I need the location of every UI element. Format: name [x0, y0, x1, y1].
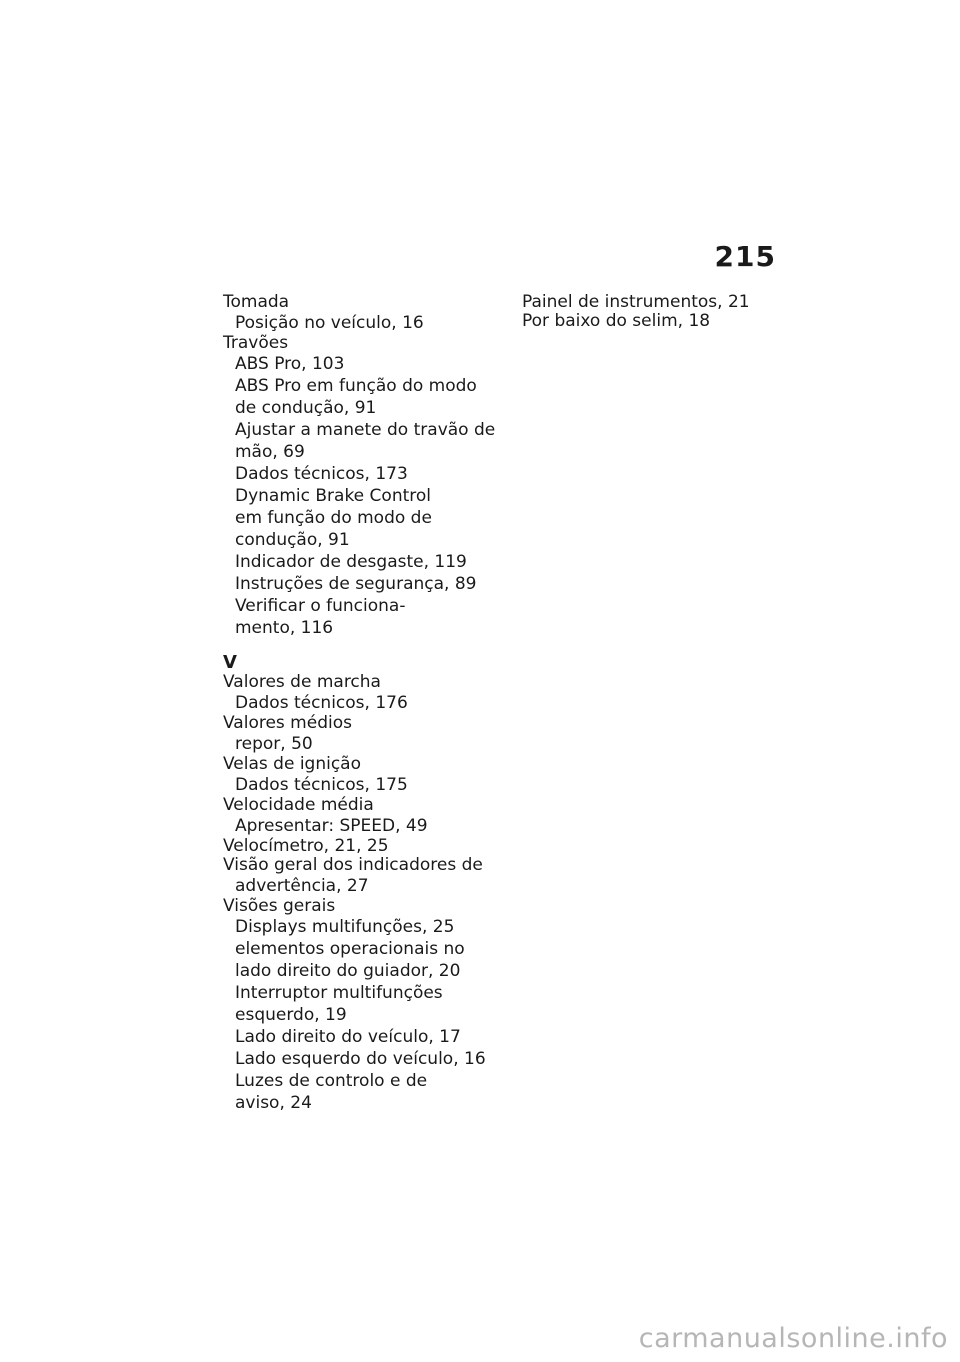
index-entry — [223, 837, 503, 856]
index-subentry — [223, 982, 503, 1026]
index-entry — [223, 334, 503, 639]
index-subentry-line: condução, 91 — [235, 530, 350, 550]
index-subentry — [223, 875, 503, 897]
index-entry — [522, 312, 782, 331]
index-entry — [223, 714, 503, 755]
index-entry — [223, 856, 503, 897]
index-subentry-line: esquerdo, 19 — [235, 1005, 347, 1025]
index-subentry — [223, 595, 503, 639]
index-subentry-line: Dados técnicos, 176 — [235, 693, 408, 713]
watermark: carmanualsonline.info — [638, 1323, 948, 1354]
index-subentry — [223, 463, 503, 485]
index-entry-heading: Valores médios — [223, 713, 352, 733]
index-subentry — [223, 551, 503, 573]
index-subentry-line: Luzes de controlo e de — [235, 1071, 428, 1091]
index-subentry-line: Apresentar: SPEED, 49 — [235, 816, 428, 836]
index-subentry-line: lado direito do guiador, 20 — [235, 961, 461, 981]
index-entry-heading: Visão geral dos indicadores de — [223, 855, 483, 875]
index-subentry-line: Dynamic Brake Control — [235, 486, 431, 506]
index-subentry-line: advertência, 27 — [235, 876, 369, 896]
index-entry — [223, 897, 503, 1114]
index-entry-heading: Painel de instrumentos, 21 — [522, 292, 750, 312]
index-entry-heading: Velocidade média — [223, 795, 374, 815]
index-entry — [223, 755, 503, 796]
index-subentry — [223, 733, 503, 755]
index-subentry-line: repor, 50 — [235, 734, 313, 754]
index-subentry-line: mão, 69 — [235, 442, 305, 462]
index-entry-heading: Visões gerais — [223, 896, 336, 916]
index-subentry-line: Interruptor multifunções — [235, 983, 443, 1003]
index-subentry-line: Instruções de segurança, 89 — [235, 574, 477, 594]
index-subentry — [223, 815, 503, 837]
index-subentry-line: aviso, 24 — [235, 1093, 312, 1113]
index-entry — [522, 293, 782, 312]
index-subentry-line: ABS Pro em função do modo — [235, 376, 477, 396]
index-subentry-line: Dados técnicos, 175 — [235, 775, 408, 795]
index-subentry-line: Lado direito do veículo, 17 — [235, 1027, 461, 1047]
index-subentry-line: elementos operacionais no — [235, 939, 465, 959]
index-entry — [223, 673, 503, 714]
index-entry-heading: Travões — [223, 333, 289, 353]
index-entry-heading: Tomada — [223, 292, 290, 312]
index-subentry — [223, 692, 503, 714]
index-subentry — [223, 485, 503, 551]
index-subentry-line: mento, 116 — [235, 618, 334, 638]
index-subentry-line: de condução, 91 — [235, 398, 377, 418]
index-column-right — [522, 293, 782, 331]
index-entry-heading: Valores de marcha — [223, 672, 381, 692]
index-subentry-line: Displays multifunções, 25 — [235, 917, 455, 937]
index-subentry — [223, 1026, 503, 1048]
index-subentry-line: Lado esquerdo do veículo, 16 — [235, 1049, 486, 1069]
index-subentry — [223, 375, 503, 419]
index-entry — [223, 796, 503, 837]
index-entry-heading: Velas de ignição — [223, 754, 362, 774]
index-subentry — [223, 938, 503, 982]
index-subentry — [223, 1048, 503, 1070]
index-subentry — [223, 916, 503, 938]
index-subentry-line: ABS Pro, 103 — [235, 354, 345, 374]
index-subentry-line: Verificar o funciona- — [235, 596, 406, 616]
index-column-left — [223, 293, 503, 1114]
index-subentry-line: Ajustar a manete do travão de — [235, 420, 496, 440]
index-subentry — [223, 419, 503, 463]
page-number: 215 — [714, 240, 776, 273]
index-subentry — [223, 1070, 503, 1114]
index-entry — [223, 293, 503, 334]
index-subentry — [223, 573, 503, 595]
index-subentry — [223, 353, 503, 375]
index-subentry-line: em função do modo de — [235, 508, 432, 528]
index-entry-heading: Velocímetro, 21, 25 — [223, 836, 389, 856]
section-letter: V — [223, 652, 237, 673]
index-subentry-line: Indicador de desgaste, 119 — [235, 552, 467, 572]
index-entry-heading: Por baixo do selim, 18 — [522, 311, 711, 331]
index-subentry-line: Posição no veículo, 16 — [235, 313, 424, 333]
index-subentry-line: Dados técnicos, 173 — [235, 464, 408, 484]
index-subentry — [223, 312, 503, 334]
index-subentry — [223, 774, 503, 796]
